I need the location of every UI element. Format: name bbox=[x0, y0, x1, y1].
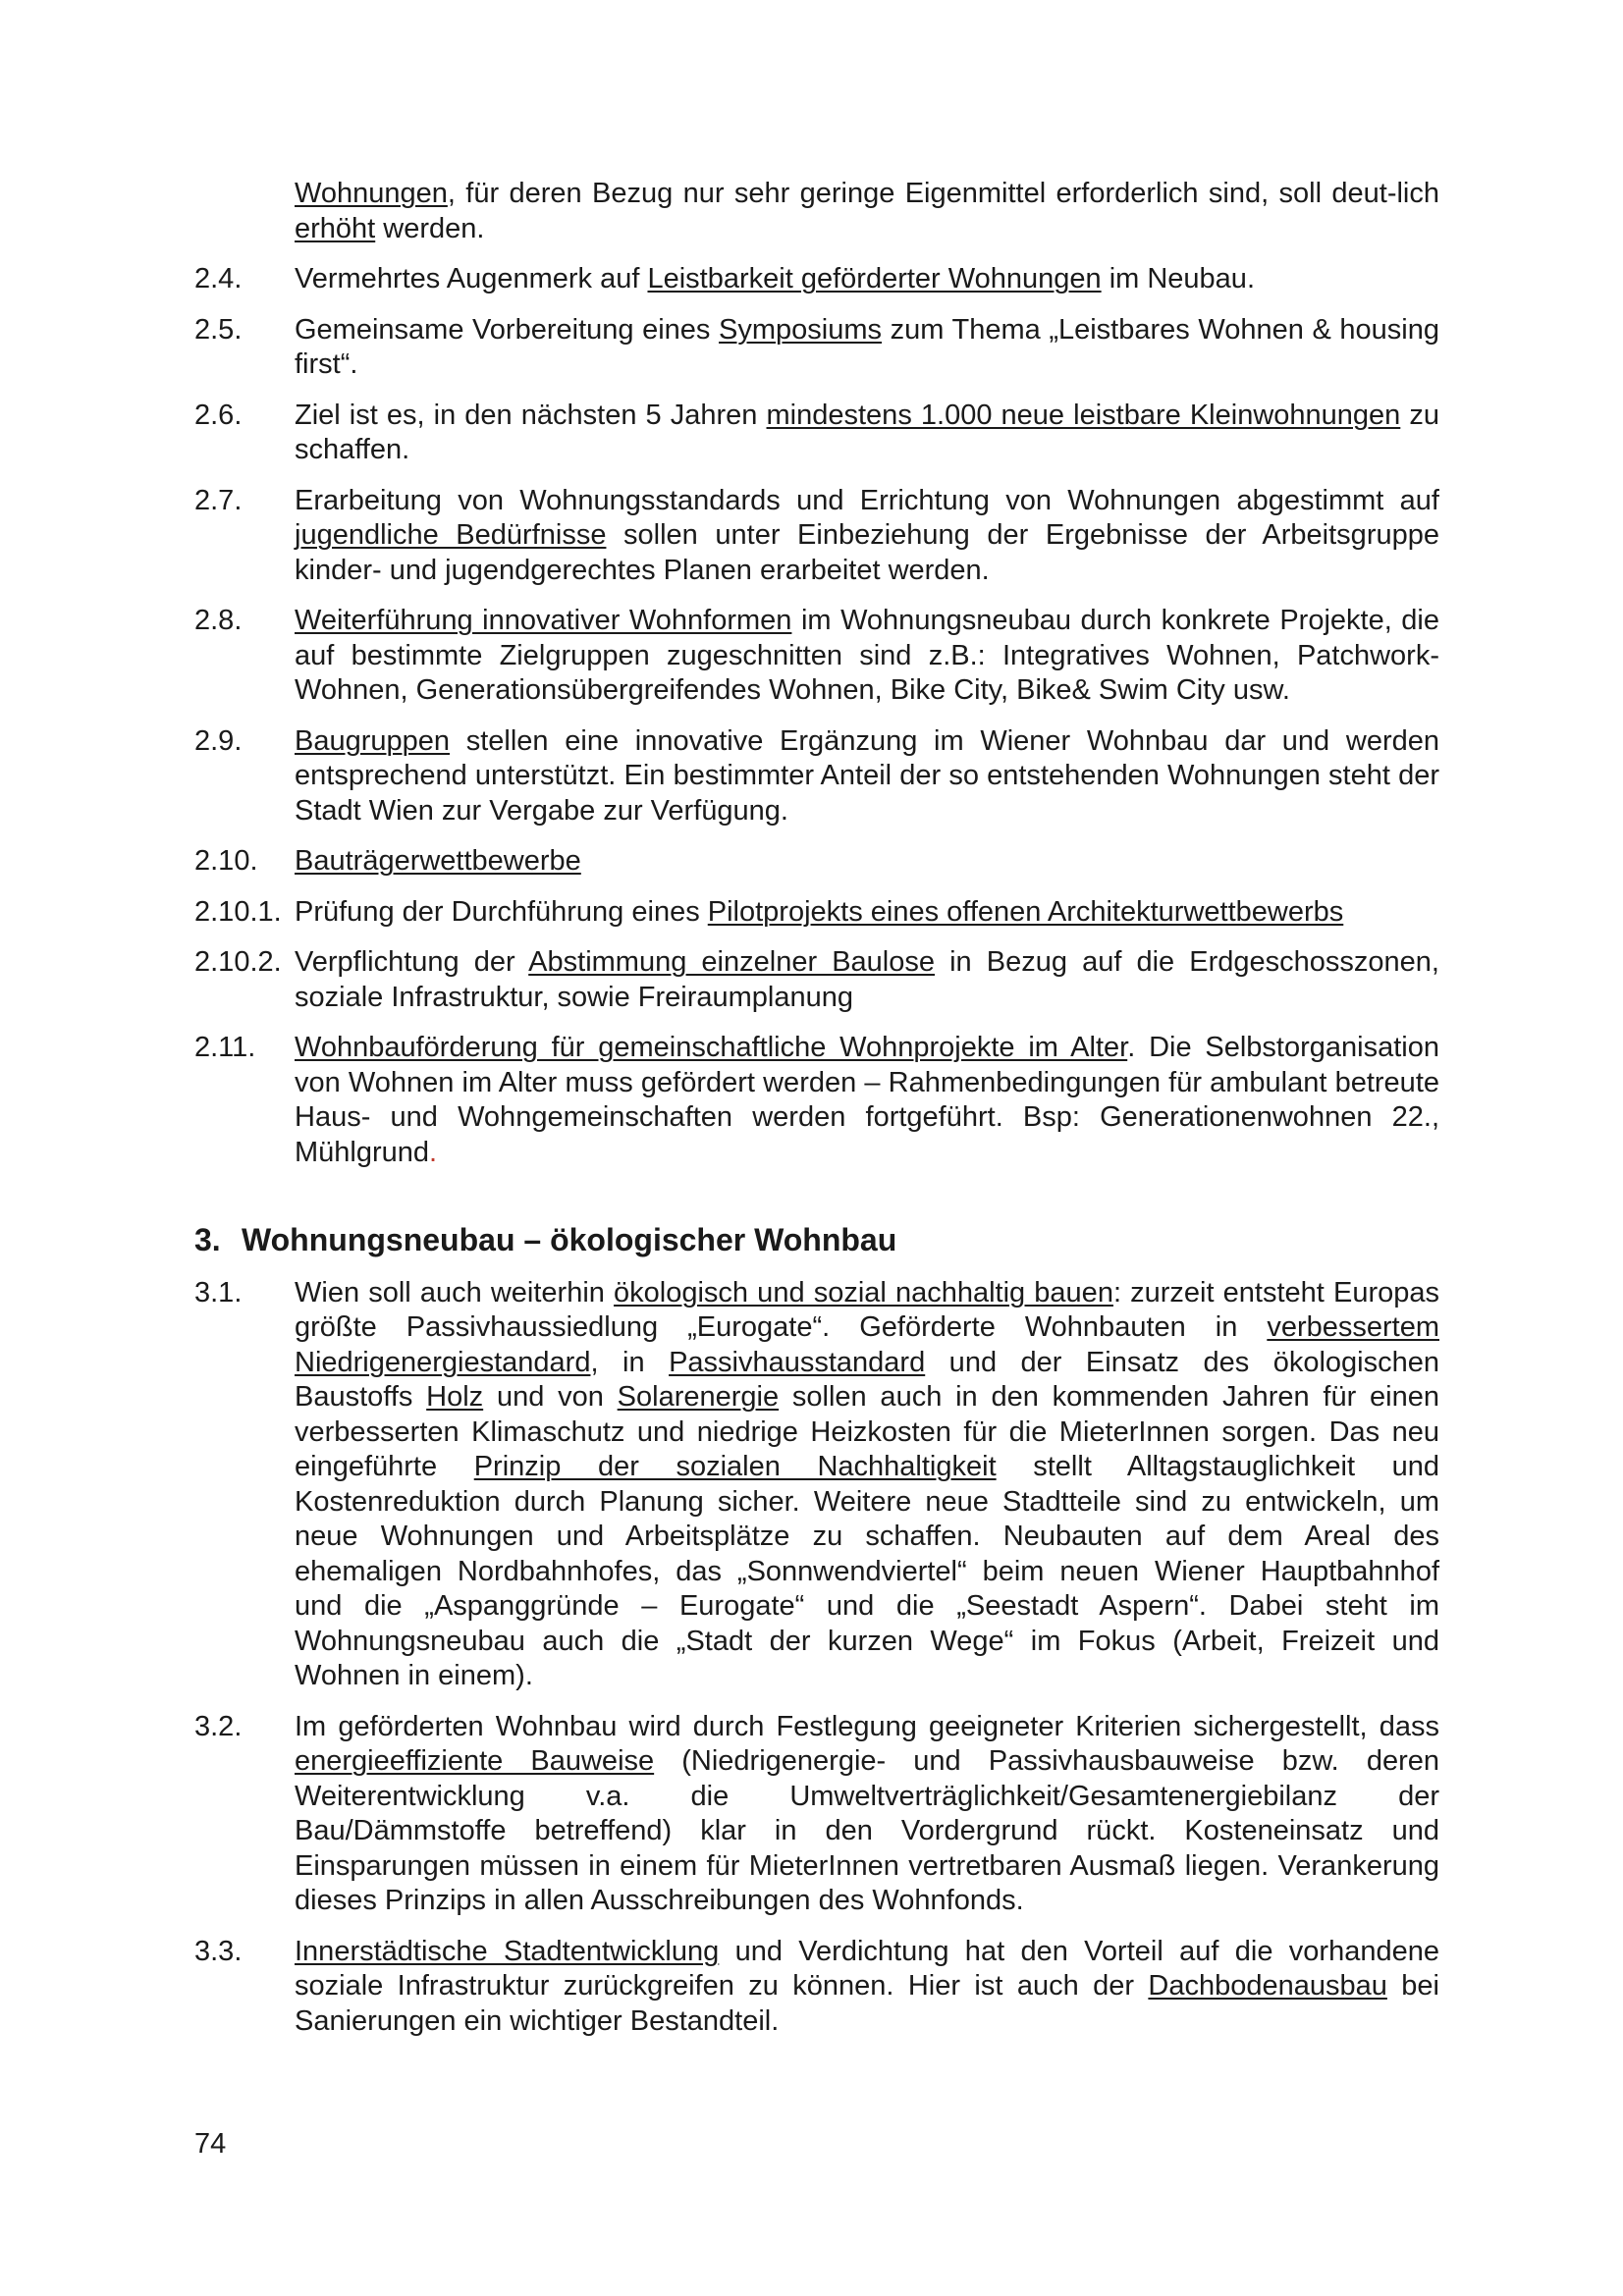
list-item-2-10-1 bbox=[194, 895, 1439, 931]
section-heading bbox=[194, 1223, 1439, 1258]
item-text: Innerstädtische Stadtentwicklung und Verdichtung hat den Vorteil auf die vorhandene soziale Infrastruktur zurückgreifen zu können. Hier ist auch der Dachbodenausbau bei Sanierungen ein wichtiger Bestandteil. bbox=[295, 1935, 1439, 2037]
underlined-term: ökologisch und sozial nachhaltig bauen bbox=[614, 1276, 1113, 1308]
section-title: Wohnungsneubau – ökologischer Wohnbau bbox=[242, 1222, 897, 1257]
list-item-3-3 bbox=[194, 1935, 1439, 2040]
list-item-2-6 bbox=[194, 399, 1439, 468]
underlined-term: Dachbodenausbau bbox=[1148, 1970, 1387, 2002]
item-text: Im geförderten Wohnbau wird durch Festlegung geeigneter Kriterien sichergestellt, dass energieeffiziente Bauweise (Niedrigenergie- und Passivhausbauweise bzw. deren Weiterentwicklung v.a. die Umweltverträglichkeit/Gesamtenergiebilanz der Bau/Dämmstoffe betreffend) klar in den Vordergrund rückt. Kosteneinsatz und Einsparungen müssen in einem für MieterInnen vertretbaren Ausmaß liegen. Verankerung dieses Prinzips in allen Ausschreibungen des Wohnfonds. bbox=[295, 1710, 1439, 1916]
underlined-term: energieeffiziente Bauweise bbox=[295, 1745, 655, 1777]
underlined-term: Holz bbox=[426, 1381, 484, 1413]
underlined-term: Prinzip der sozialen Nachhaltigkeit bbox=[473, 1451, 997, 1482]
list-item-2-5 bbox=[194, 313, 1439, 383]
list-item-2-10 bbox=[194, 844, 1439, 880]
item-number: 2.10.1. bbox=[194, 895, 282, 928]
document-body bbox=[194, 177, 1439, 2055]
item-text: Prüfung der Durchführung eines Pilotprojekts eines offenen Architekturwettbewerbs bbox=[295, 895, 1344, 928]
item-text: Weiterführung innovativer Wohnformen im Wohnungsneubau durch konkrete Projekte, die auf bestimmte Zielgruppen zugeschnitten sind z.B.: Integratives Wohnen, Patchwork-Wohnen, Generationsübergreifendes Wohnen, Bike City, Bike& Swim City usw. bbox=[295, 605, 1440, 706]
item-text: Gemeinsame Vorbereitung eines Symposiums zum Thema „Leistbares Wohnen & housing first“. bbox=[295, 313, 1439, 380]
underlined-term: Abstimmung einzelner Baulose bbox=[528, 946, 936, 978]
underlined-term: Innerstädtische Stadtentwicklung bbox=[295, 1935, 720, 1967]
list-item-2-11 bbox=[194, 1031, 1439, 1170]
item-number: 2.5. bbox=[194, 313, 243, 346]
item-number: 2.10.2. bbox=[194, 946, 282, 978]
paragraph-continuation: Wohnungen, für deren Bezug nur sehr geringe Eigenmittel erforderlich sind, soll deut-lich erhöht werden. bbox=[295, 178, 1439, 244]
underlined-term: verbessertem Niedrigenergiestandard bbox=[295, 1311, 1439, 1378]
item-text: Verpflichtung der Abstimmung einzelner Baulose in Bezug auf die Erdgeschosszonen, soziale Infrastruktur, sowie Freiraumplanung bbox=[295, 946, 1439, 1013]
list-item-2-9 bbox=[194, 724, 1439, 829]
item-number: 3.2. bbox=[194, 1710, 243, 1742]
item-number: 2.4. bbox=[194, 263, 243, 294]
item-number: 2.9. bbox=[194, 724, 243, 757]
item-text bbox=[295, 844, 1439, 880]
underlined-term: Symposiums bbox=[719, 313, 883, 346]
list-item-3-2 bbox=[194, 1710, 1439, 1919]
item-number: 2.8. bbox=[194, 605, 243, 636]
underlined-term: Wohnungen bbox=[295, 178, 448, 209]
list-item-2-4 bbox=[194, 262, 1439, 297]
underlined-term: Pilotprojekts eines offenen Architekturwettbewerbs bbox=[707, 895, 1344, 928]
underlined-term: Bauträgerwettbewerbe bbox=[295, 845, 581, 877]
list-item-2-7 bbox=[194, 484, 1439, 589]
item-text: Vermehrtes Augenmerk auf Leistbarkeit geförderter Wohnungen im Neubau. bbox=[295, 263, 1255, 294]
item-number: 3.1. bbox=[194, 1276, 243, 1308]
item-number: 2.10. bbox=[194, 845, 258, 877]
item-text: Ziel ist es, in den nächsten 5 Jahren mindestens 1.000 neue leistbare Kleinwohnungen zu schaffen. bbox=[295, 399, 1440, 465]
list-item-2-10-2 bbox=[194, 945, 1439, 1015]
item-text: Wohnbauförderung für gemeinschaftliche Wohnprojekte im Alter. Die Selbstorganisation von Wohnen im Alter muss gefördert werden – Rahmenbedingungen für ambulant betreute Haus- und Wohngemeinschaften werden fortgeführt. Bsp: Generationenwohnen 22., Mühlgrund. bbox=[295, 1032, 1439, 1168]
underlined-term: Solarenergie bbox=[617, 1381, 780, 1413]
underlined-term: Leistbarkeit geförderter Wohnungen bbox=[647, 263, 1102, 294]
item-number: 2.6. bbox=[194, 399, 243, 431]
underlined-term: Passivhausstandard bbox=[669, 1346, 926, 1378]
item-number: 2.7. bbox=[194, 484, 243, 516]
underlined-term: mindestens 1.000 neue leistbare Kleinwohnungen bbox=[766, 399, 1401, 431]
list-item-3-1 bbox=[194, 1276, 1439, 1694]
underlined-term: erhöht bbox=[295, 212, 376, 244]
page-number: 74 bbox=[194, 2128, 227, 2160]
red-period: . bbox=[429, 1136, 438, 1168]
item-text: Erarbeitung von Wohnungsstandards und Errichtung von Wohnungen abgestimmt auf jugendliche Bedürfnisse sollen unter Einbeziehung der Ergebnisse der Arbeitsgruppe kinder- und jugendgerechtes Planen erarbeitet werden. bbox=[295, 484, 1439, 586]
underlined-term: Baugruppen bbox=[295, 724, 451, 757]
underlined-term: Weiterführung innovativer Wohnformen bbox=[295, 605, 792, 636]
item-text: Wien soll auch weiterhin ökologisch und sozial nachhaltig bauen: zurzeit entsteht Europas größte Passivhaussiedlung „Eurogate“. Geförderte Wohnbauten in verbessertem Niedrigenergiestandard, in Passivhausstandard und der Einsatz des ökologischen Baustoffs Holz und von Solarenergie sollen auch in den kommenden Jahren für einen verbesserten Klimaschutz und niedrige Heizkosten für die MieterInnen sorgen. Das neu eingeführte Prinzip der sozialen Nachhaltigkeit stellt Alltagstauglichkeit und Kostenreduktion durch Planung sicher. Weitere neue Stadtteile sind zu entwickeln, um neue Wohnungen und Arbeitsplätze zu schaffen. Neubauten auf dem Areal des ehemaligen Nordbahnhofes, das „Sonnwendviertel“ beim neuen Wiener Hauptbahnhof und die „Aspanggründe – Eurogate“ und die „Seestadt Aspern“. Dabei steht im Wohnungsneubau auch die „Stadt der kurzen Wege“ im Fokus (Arbeit, Freizeit und Wohnen in einem). bbox=[295, 1276, 1439, 1691]
item-number: 2.11. bbox=[194, 1032, 256, 1063]
item-number: 3.3. bbox=[194, 1935, 243, 1967]
underlined-term: Wohnbauförderung für gemeinschaftliche Wohnprojekte im Alter bbox=[295, 1032, 1128, 1063]
item-text: Baugruppen stellen eine innovative Ergänzung im Wiener Wohnbau dar und werden entsprechend unterstützt. Ein bestimmter Anteil der so entstehenden Wohnungen steht der Stadt Wien zur Vergabe zur Verfügung. bbox=[295, 724, 1439, 827]
list-item-2-8 bbox=[194, 604, 1439, 709]
underlined-term: jugendliche Bedürfnisse bbox=[295, 519, 607, 551]
section-number: 3. bbox=[194, 1222, 221, 1257]
